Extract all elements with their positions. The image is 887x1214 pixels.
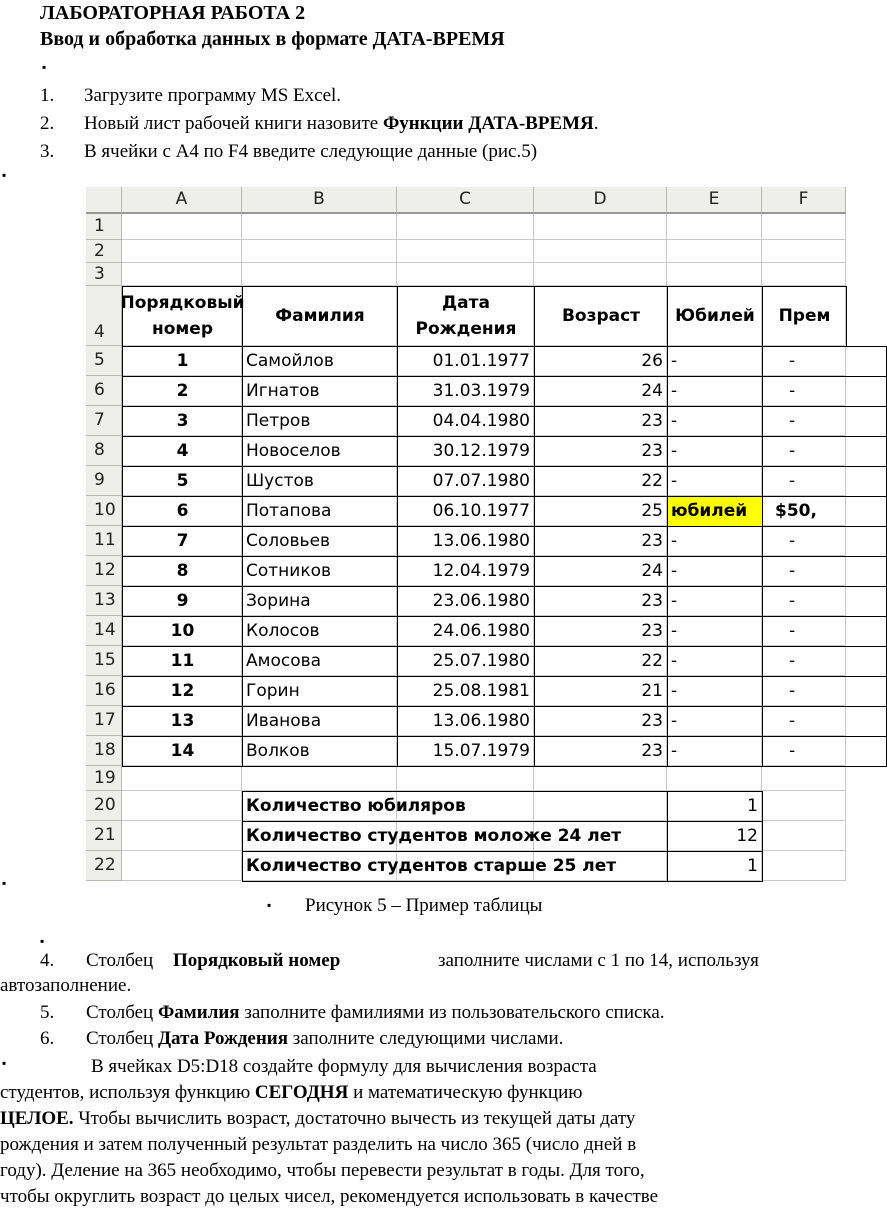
column-header-d: D bbox=[534, 187, 667, 214]
cell-dob: 15.07.1979 bbox=[397, 736, 535, 767]
step-text: Загрузите программу MS Excel. bbox=[84, 85, 342, 106]
cell-number: 6 bbox=[122, 496, 243, 527]
cell-jubilee: - bbox=[667, 646, 763, 677]
cell-age: 23 bbox=[534, 526, 668, 557]
step-text-part: заполните следующими числами. bbox=[288, 1028, 564, 1049]
grid-cell bbox=[397, 766, 534, 791]
cell-number: 1 bbox=[122, 346, 243, 377]
cell-age: 23 bbox=[534, 586, 668, 617]
grid-cell bbox=[762, 263, 846, 286]
column-header-a: A bbox=[122, 187, 242, 214]
cell-age: 23 bbox=[534, 406, 668, 437]
cell-jubilee: - bbox=[667, 526, 763, 557]
row-header-5: 5 bbox=[86, 346, 122, 376]
bullet-marker: ▪ bbox=[42, 60, 47, 74]
cell-bonus: - bbox=[762, 346, 887, 377]
cell-jubilee: - bbox=[667, 436, 763, 467]
cell-surname: Сотников bbox=[242, 556, 398, 587]
cell-dob: 24.06.1980 bbox=[397, 616, 535, 647]
header-text: Рождения bbox=[415, 318, 517, 339]
step-number: 4. bbox=[40, 950, 55, 971]
cell-age: 24 bbox=[534, 556, 668, 587]
cell-surname: Новоселов bbox=[242, 436, 398, 467]
row-header-1: 1 bbox=[86, 214, 122, 240]
cell-dob: 31.03.1979 bbox=[397, 376, 535, 407]
row-header-14: 14 bbox=[86, 616, 122, 646]
paragraph-line-1: В ячейках D5:D18 создайте формулу для вычисления возраста bbox=[91, 1056, 597, 1077]
cell-jubilee: - bbox=[667, 736, 763, 767]
cell-number: 7 bbox=[122, 526, 243, 557]
cell-jubilee: - bbox=[667, 556, 763, 587]
bullet-marker: ▪ bbox=[2, 168, 7, 182]
cell-surname: Соловьев bbox=[242, 526, 398, 557]
summary-label: Количество студентов старше 25 лет bbox=[242, 851, 668, 882]
header-bonus bbox=[762, 286, 847, 347]
header-age bbox=[534, 286, 668, 347]
cell-surname: Горин bbox=[242, 676, 398, 707]
step-6 bbox=[40, 1028, 564, 1050]
step-number: 1. bbox=[40, 85, 55, 106]
row-header-6: 6 bbox=[86, 376, 122, 406]
cell-surname: Самойлов bbox=[242, 346, 398, 377]
cell-dob: 23.06.1980 bbox=[397, 586, 535, 617]
step-text-part: Столбец bbox=[86, 950, 154, 971]
step-4 bbox=[40, 950, 816, 972]
row-header-3: 3 bbox=[86, 263, 122, 286]
cell-dob: 30.12.1979 bbox=[397, 436, 535, 467]
grid-cell bbox=[122, 240, 242, 263]
cell-age: 23 bbox=[534, 706, 668, 737]
header-text: Возраст bbox=[561, 305, 641, 326]
step-text: В ячейки с А4 по F4 введите следующие данные (рис.5) bbox=[84, 141, 538, 162]
cell-surname: Амосова bbox=[242, 646, 398, 677]
cell-surname: Потапова bbox=[242, 496, 398, 527]
grid-cell bbox=[122, 766, 242, 791]
grid-cell bbox=[122, 821, 242, 851]
cell-bonus: - bbox=[762, 586, 887, 617]
grid-cell bbox=[122, 214, 242, 240]
cell-surname: Игнатов bbox=[242, 376, 398, 407]
step-4-continued: автозаполнение. bbox=[0, 975, 132, 996]
cell-dob: 04.04.1980 bbox=[397, 406, 535, 437]
column-name-bold: Дата Рождения bbox=[157, 1028, 289, 1049]
grid-cell bbox=[762, 766, 846, 791]
cell-bonus: - bbox=[762, 616, 887, 647]
cell-age: 24 bbox=[534, 376, 668, 407]
cell-number: 4 bbox=[122, 436, 243, 467]
grid-cell bbox=[242, 240, 397, 263]
paragraph-line-4: рождения и затем полученный результат разделить на число 365 (число дней в bbox=[0, 1134, 637, 1155]
grid-cell bbox=[667, 263, 762, 286]
header-surname bbox=[242, 286, 398, 347]
cell-bonus: - bbox=[762, 556, 887, 587]
grid-cell bbox=[667, 214, 762, 240]
cell-dob: 13.06.1980 bbox=[397, 526, 535, 557]
cell-dob: 06.10.1977 bbox=[397, 496, 535, 527]
grid-cell bbox=[534, 240, 667, 263]
cell-number: 8 bbox=[122, 556, 243, 587]
cell-jubilee: - bbox=[667, 376, 763, 407]
step-number: 2. bbox=[40, 113, 55, 134]
grid-cell bbox=[397, 240, 534, 263]
row-header-2: 2 bbox=[86, 240, 122, 263]
header-jubilee bbox=[667, 286, 763, 347]
sheet-name-bold: Функции ДАТА-ВРЕМЯ bbox=[382, 113, 594, 134]
figure-caption: Рисунок 5 – Пример таблицы bbox=[305, 895, 543, 916]
cell-age: 21 bbox=[534, 676, 668, 707]
header-text: Фамилия bbox=[275, 305, 365, 326]
grid-cell bbox=[122, 791, 242, 821]
cell-jubilee: - bbox=[667, 616, 763, 647]
grid-cell bbox=[762, 851, 846, 881]
step-number: 5. bbox=[40, 1002, 55, 1023]
paragraph-line-3 bbox=[0, 1108, 635, 1130]
grid-cell bbox=[534, 214, 667, 240]
row-header-13: 13 bbox=[86, 586, 122, 616]
step-5 bbox=[40, 1002, 665, 1024]
spreadsheet-figure bbox=[86, 187, 831, 888]
grid-cell bbox=[762, 791, 846, 821]
page-title: ЛАБОРАТОРНАЯ РАБОТА 2 bbox=[40, 2, 306, 24]
cell-surname: Петров bbox=[242, 406, 398, 437]
cell-jubilee: - bbox=[667, 586, 763, 617]
cell-dob: 25.08.1981 bbox=[397, 676, 535, 707]
row-header-8: 8 bbox=[86, 436, 122, 466]
step-number: 6. bbox=[40, 1028, 55, 1049]
cell-jubilee: юбилей bbox=[667, 496, 763, 527]
cell-bonus: - bbox=[762, 706, 887, 737]
cell-surname: Колосов bbox=[242, 616, 398, 647]
cell-dob: 01.01.1977 bbox=[397, 346, 535, 377]
paragraph-line-5: году). Деление на 365 необходимо, чтобы перевести результат в годы. Для того, bbox=[0, 1160, 645, 1181]
cell-bonus: - bbox=[762, 646, 887, 677]
grid-cell bbox=[667, 240, 762, 263]
cell-bonus: - bbox=[762, 526, 887, 557]
cell-age: 25 bbox=[534, 496, 668, 527]
column-name-bold: Фамилия bbox=[157, 1002, 240, 1023]
column-header-c: C bbox=[397, 187, 534, 214]
cell-dob: 25.07.1980 bbox=[397, 646, 535, 677]
cell-number: 3 bbox=[122, 406, 243, 437]
page-subtitle: Ввод и обработка данных в формате ДАТА-ВРЕМЯ bbox=[40, 28, 505, 50]
step-text-part: Столбец bbox=[86, 1028, 158, 1049]
cell-age: 23 bbox=[534, 436, 668, 467]
bullet-marker: ▪ bbox=[2, 876, 7, 890]
row-header-10: 10 bbox=[86, 496, 122, 526]
paragraph-line-2 bbox=[0, 1082, 582, 1104]
grid-cell bbox=[534, 263, 667, 286]
cell-jubilee: - bbox=[667, 706, 763, 737]
cell-age: 23 bbox=[534, 736, 668, 767]
header-text: Прем bbox=[778, 305, 831, 326]
step-3 bbox=[40, 141, 538, 163]
row-header-19: 19 bbox=[86, 766, 122, 791]
summary-label: Количество юбиляров bbox=[242, 791, 668, 822]
step-text-part: заполните числами с 1 по 14, используя bbox=[438, 950, 759, 971]
cell-jubilee: - bbox=[667, 346, 763, 377]
grid-cell bbox=[762, 821, 846, 851]
cell-number: 14 bbox=[122, 736, 243, 767]
step-text bbox=[86, 1028, 563, 1050]
bullet-marker: ▪ bbox=[40, 934, 45, 948]
cell-bonus: - bbox=[762, 736, 887, 767]
cell-bonus: $50, bbox=[762, 496, 887, 527]
row-header-7: 7 bbox=[86, 406, 122, 436]
cell-surname: Иванова bbox=[242, 706, 398, 737]
column-name-bold: Порядковый номер bbox=[173, 950, 341, 971]
step-text-part: Столбец bbox=[86, 1002, 158, 1023]
row-header-16: 16 bbox=[86, 676, 122, 706]
paragraph-text: и математическую функцию bbox=[348, 1082, 583, 1103]
step-2 bbox=[40, 113, 599, 135]
step-text bbox=[84, 113, 599, 135]
cell-age: 22 bbox=[534, 466, 668, 497]
column-header-f: F bbox=[762, 187, 846, 214]
row-header-17: 17 bbox=[86, 706, 122, 736]
grid-cell bbox=[762, 214, 846, 240]
cell-number: 13 bbox=[122, 706, 243, 737]
step-number: 3. bbox=[40, 141, 55, 162]
grid-cell bbox=[667, 766, 762, 791]
cell-number: 5 bbox=[122, 466, 243, 497]
column-header-b: B bbox=[242, 187, 397, 214]
row-header-18: 18 bbox=[86, 736, 122, 766]
summary-value: 12 bbox=[667, 821, 763, 852]
bullet-marker: ▪ bbox=[267, 898, 272, 912]
summary-label: Количество студентов моложе 24 лет bbox=[242, 821, 668, 852]
grid-cell bbox=[242, 766, 397, 791]
function-name-bold: ЦЕЛОЕ. bbox=[0, 1108, 74, 1129]
row-header-22: 22 bbox=[86, 851, 122, 881]
row-header-15: 15 bbox=[86, 646, 122, 676]
summary-value: 1 bbox=[667, 851, 763, 882]
grid-cell bbox=[122, 851, 242, 881]
cell-dob: 12.04.1979 bbox=[397, 556, 535, 587]
header-number bbox=[122, 286, 243, 347]
cell-surname: Зорина bbox=[242, 586, 398, 617]
cell-age: 23 bbox=[534, 616, 668, 647]
cell-bonus: - bbox=[762, 436, 887, 467]
row-header-9: 9 bbox=[86, 466, 122, 496]
row-header-11: 11 bbox=[86, 526, 122, 556]
cell-bonus: - bbox=[762, 466, 887, 497]
summary-value: 1 bbox=[667, 791, 763, 822]
row-header-21: 21 bbox=[86, 821, 122, 851]
header-text: Юбилей bbox=[675, 305, 755, 326]
step-text-part: заполните фамилиями из пользовательского списка. bbox=[239, 1002, 665, 1023]
cell-surname: Шустов bbox=[242, 466, 398, 497]
cell-jubilee: - bbox=[667, 466, 763, 497]
cell-bonus: - bbox=[762, 376, 887, 407]
select-all-corner bbox=[86, 187, 122, 214]
function-name-bold: СЕГОДНЯ bbox=[254, 1082, 349, 1103]
cell-jubilee: - bbox=[667, 676, 763, 707]
grid-cell bbox=[242, 214, 397, 240]
cell-bonus: - bbox=[762, 676, 887, 707]
cell-surname: Волков bbox=[242, 736, 398, 767]
cell-dob: 13.06.1980 bbox=[397, 706, 535, 737]
cell-bonus: - bbox=[762, 406, 887, 437]
cell-number: 9 bbox=[122, 586, 243, 617]
step-text-part: . bbox=[593, 113, 599, 134]
paragraph-line-6: чтобы округлить возраст до целых чисел, рекомендуется использовать в качестве bbox=[0, 1186, 659, 1207]
header-text: Дата bbox=[442, 293, 490, 313]
step-text bbox=[86, 1002, 665, 1024]
cell-jubilee: - bbox=[667, 406, 763, 437]
paragraph-text: Чтобы вычислить возраст, достаточно вычесть из текущей даты дату bbox=[73, 1108, 636, 1129]
grid-cell bbox=[397, 263, 534, 286]
cell-number: 10 bbox=[122, 616, 243, 647]
grid-cell bbox=[242, 263, 397, 286]
header-text: номер bbox=[151, 318, 214, 339]
cell-age: 22 bbox=[534, 646, 668, 677]
header-dob bbox=[397, 286, 535, 347]
row-header-4: 4 bbox=[86, 286, 122, 346]
cell-number: 2 bbox=[122, 376, 243, 407]
cell-age: 26 bbox=[534, 346, 668, 377]
paragraph-text: студентов, используя функцию bbox=[0, 1082, 255, 1103]
grid-cell bbox=[397, 214, 534, 240]
row-header-12: 12 bbox=[86, 556, 122, 586]
grid-cell bbox=[762, 240, 846, 263]
cell-number: 11 bbox=[122, 646, 243, 677]
bullet-marker: ▪ bbox=[2, 1056, 7, 1070]
cell-number: 12 bbox=[122, 676, 243, 707]
cell-dob: 07.07.1980 bbox=[397, 466, 535, 497]
header-text: Порядковый bbox=[120, 293, 245, 313]
row-header-20: 20 bbox=[86, 791, 122, 821]
grid-cell bbox=[534, 766, 667, 791]
step-text-part: Новый лист рабочей книги назовите bbox=[84, 113, 383, 134]
column-header-e: E bbox=[667, 187, 762, 214]
grid-cell bbox=[122, 263, 242, 286]
step-1 bbox=[40, 85, 342, 107]
